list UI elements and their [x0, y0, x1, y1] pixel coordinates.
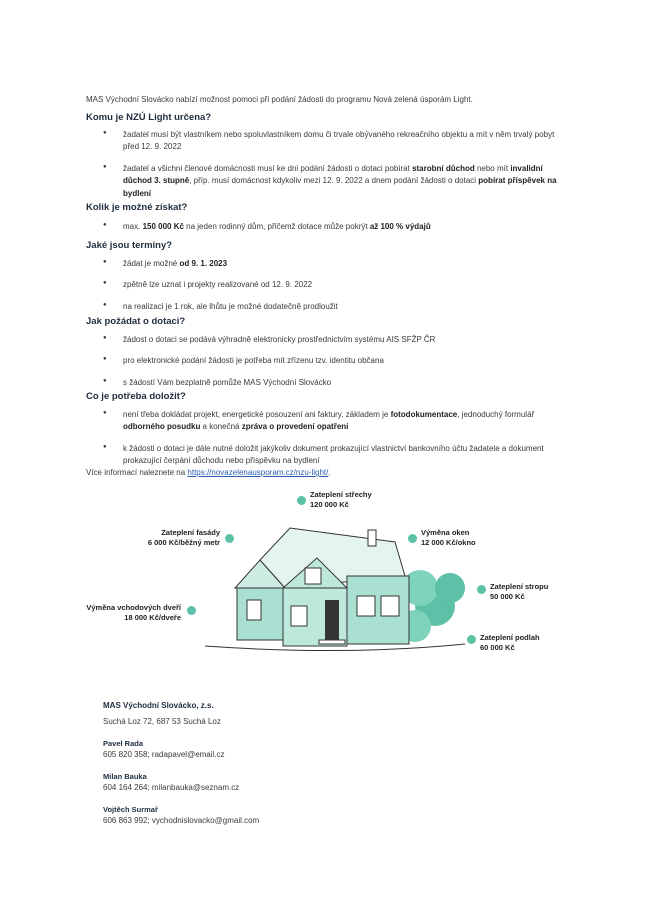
organization-name: MAS Východní Slovácko, z.s.	[103, 701, 214, 710]
windows-dot	[408, 534, 417, 543]
list-item: ● k žádosti o dotaci je dále nutné doložit jakýkoliv dokument prokazující vlastnictví bankovního účtu žadatele a dokument prokazující čerpání důchodu nebo příspěvku na bydlení	[103, 443, 558, 468]
more-info-link[interactable]: https://novazelenausporam.cz/nzu-light/	[187, 468, 329, 477]
doors-dot	[187, 606, 196, 615]
heading-jak-pozadat: Jak požádat o dotaci?	[86, 316, 186, 327]
more-info: Více informací naleznete na https://novazelenausporam.cz/nzu-light/.	[86, 468, 331, 477]
floor-dot	[467, 635, 476, 644]
heading-co-dolozit: Co je potřeba doložit?	[86, 391, 186, 402]
list-komu	[103, 129, 558, 209]
roof-dot	[297, 496, 306, 505]
list-item: ● max. 150 000 Kč na jeden rodinný dům, přičemž dotace může pokrýt až 100 % výdajů	[103, 221, 558, 233]
contact-name: Vojtěch Surmař	[103, 804, 158, 814]
facade-dot	[225, 534, 234, 543]
contact-info: 605 820 358; radapavel@email.cz	[103, 750, 225, 760]
list-item: ● s žádostí Vám bezplatně pomůže MAS Východní Slovácko	[103, 377, 558, 389]
intro-text: MAS Východní Slovácko nabízí možnost pomoci při podání žádosti do programu Nová zelená úsporám Light.	[86, 95, 473, 104]
list-item: ● pro elektronické podání žádosti je potřeba mít zřízenu tzv. identitu občana	[103, 355, 558, 367]
list-terminy	[103, 258, 558, 322]
contact-info: 606 863 992; vychodnislovacko@gmail.com	[103, 816, 260, 826]
label-ceiling: Zateplení stropu 50 000 Kč	[490, 582, 549, 601]
label-floor: Zateplení podlah 60 000 Kč	[480, 633, 540, 652]
list-item: ● žádost o dotaci se podává výhradně elektronicky prostřednictvím systému AIS SFŽP ČR	[103, 334, 558, 346]
contact-name: Milan Bauka	[103, 771, 147, 781]
contact-block	[103, 700, 403, 828]
label-doors: Výměna vchodových dveří 18 000 Kč/dveře	[86, 603, 181, 622]
list-item: ● není třeba dokládat projekt, energetické posouzení ani faktury, základem je fotodokumentace, jednoduchý formulář odborného posudku a konečná zpráva o provedení opatření	[103, 409, 558, 434]
label-windows: Výměna oken 12 000 Kč/okno	[421, 528, 476, 547]
list-item: ● žádat je možné od 9. 1. 2023	[103, 258, 558, 270]
heading-kolik: Kolik je možné získat?	[86, 202, 188, 213]
contact-name: Pavel Rada	[103, 738, 144, 748]
contact-info: 604 164 264; milanbauka@seznam.cz	[103, 783, 240, 793]
door	[325, 600, 339, 640]
list-jak-pozadat	[103, 334, 558, 398]
list-item: ● žadatel musí být vlastníkem nebo spoluvlastníkem domu či trvale obývaného rekreačního objektu a mít v něm trvalý pobyt před 12. 9. 2022	[103, 129, 558, 154]
label-roof: Zateplení střechy 120 000 Kč	[310, 490, 372, 509]
list-item: ● žadatel a všichni členové domácnosti musí ke dni podání žádosti o dotaci pobírat starobní důchod nebo mít invalidní důchod 3. stupně, příp. musí domácnost kdykoliv mezi 12. 9. 2022 a dnem podání žádosti o dotaci pobírat příspěvek na bydlení	[103, 163, 558, 200]
address: Suchá Loz 72, 687 53 Suchá Loz	[103, 717, 221, 727]
list-item: ● na realizaci je 1 rok, ale lhůtu je možné dodatečně prodloužit	[103, 301, 558, 313]
heading-komu: Komu je NZÚ Light určena?	[86, 112, 212, 123]
ceiling-dot	[477, 585, 486, 594]
heading-terminy: Jaké jsou termíny?	[86, 240, 173, 251]
list-item: ● zpětně lze uznat i projekty realizované od 12. 9. 2022	[103, 279, 558, 291]
label-facade: Zateplení fasády 6 000 Kč/běžný metr	[147, 528, 220, 547]
house-illustration	[85, 488, 565, 668]
